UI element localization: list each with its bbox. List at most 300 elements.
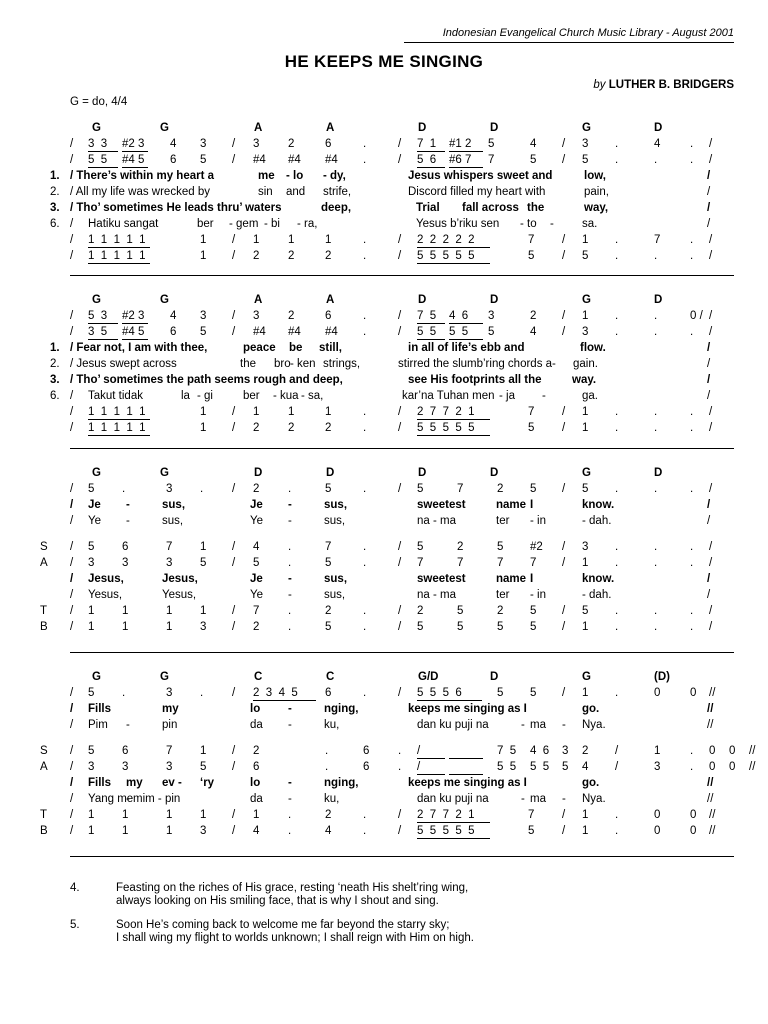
score-cell: 3 5 [88,326,108,338]
row-label: S [40,745,48,757]
beam-underline [88,151,118,152]
score-cell: #4 [325,154,338,166]
score-cell: / [70,605,74,617]
beam-underline [449,323,483,324]
score-cell: keeps me singing as I [408,703,527,715]
score-cell: / [70,719,74,731]
score-cell: #1 2 [449,138,472,150]
score-cell: 5 [582,154,589,166]
score-row [0,341,768,357]
score-cell: . [288,541,292,553]
score-cell: . [615,825,619,837]
score-cell: 7 1 [417,138,437,150]
score-cell: / [562,250,566,262]
score-cell: / [562,154,566,166]
score-cell: . [690,154,694,166]
score-row [0,137,768,153]
score-cell: / There’s within my heart a [70,170,215,182]
score-cell: 5 5 5 6 [417,687,462,699]
score-cell: 1 [253,406,260,418]
score-cell: 4 [170,310,177,322]
score-cell: lo [250,703,261,715]
score-cell: 3 [582,541,589,553]
score-row [0,309,768,325]
score-cell: . [690,250,694,262]
score-cell: 4 [253,541,260,553]
score-cell: / [70,218,74,230]
score-cell: // [707,703,714,715]
score-cell: / [709,250,713,262]
score-cell: . [654,557,658,569]
score-cell: sus, [324,499,348,511]
score-cell: I [530,499,534,511]
score-row [0,249,768,265]
score-cell: // [709,687,716,699]
score-cell: 0 [654,825,661,837]
verse-number: 5. [70,919,80,931]
score-cell: / [398,154,402,166]
score-cell: / [70,234,74,246]
chord-symbol: D [418,467,427,479]
section-divider [70,856,734,857]
score-cell: da [250,719,263,731]
score-cell: sweetest [417,499,466,511]
score-cell: 3 [88,557,95,569]
score-cell: . [615,422,619,434]
score-cell: . [288,809,292,821]
score-cell: / [562,406,566,418]
chord-symbol: A [326,294,335,306]
score-cell: na - ma [417,589,456,601]
score-cell: - [542,390,546,402]
score-cell: bro [274,358,291,370]
score-cell: / [398,310,402,322]
score-cell: / [562,809,566,821]
score-row [0,405,768,421]
score-cell: / [232,809,236,821]
score-cell: / [707,499,711,511]
score-row [0,201,768,217]
score-cell: . [615,557,619,569]
beam-underline [417,323,445,324]
score-cell: 5 [457,621,464,633]
score-cell: 2 7 7 2 1 [417,809,475,821]
score-cell: - [288,589,292,601]
score-cell: . [363,605,367,617]
score-row [0,604,768,620]
score-cell: 5 [530,154,537,166]
score-cell: 7 [457,557,464,569]
beam-underline [88,339,118,340]
score-cell: // [707,719,714,731]
music-section [0,293,768,443]
score-cell: 5 [530,621,537,633]
score-cell: 0 / [690,310,703,322]
score-cell: 5 [488,138,495,150]
score-cell: 5 [88,541,95,553]
score-cell: flow. [580,342,606,354]
score-cell: / [709,310,713,322]
score-cell: / [709,621,713,633]
score-cell: ga. [582,390,598,402]
score-cell: 5 5 5 5 5 [417,422,475,434]
score-cell: . [363,621,367,633]
score-cell: 6 [325,138,332,150]
score-cell: 2 [530,310,537,322]
score-cell: . [615,621,619,633]
score-cell: . [363,406,367,418]
score-cell: sa. [582,218,598,230]
score-cell: 1 [88,809,95,821]
score-cell: #4 [325,326,338,338]
score-cell: 1 [288,406,295,418]
score-cell: - dah. [582,515,612,527]
score-cell: . [122,483,126,495]
score-cell: / [707,374,711,386]
score-cell: low, [584,170,606,182]
score-cell: Ye [250,589,264,601]
score-cell: / [615,745,619,757]
score-cell: . [654,250,658,262]
chord-symbol: G [92,671,101,683]
score-cell: 1 [200,745,207,757]
score-cell: . [363,154,367,166]
score-cell: Discord filled my heart with [408,186,546,198]
score-cell: 5 [530,687,537,699]
score-row [0,824,768,840]
score-cell: . [690,406,694,418]
chord-symbol: G [582,122,591,134]
score-cell: . [654,621,658,633]
song-title: HE KEEPS ME SINGING [284,52,484,71]
score-cell: 5 5 [497,761,517,773]
score-cell: . [654,326,658,338]
score-cell: / [70,483,74,495]
score-cell: 3 [200,621,207,633]
chord-symbol: G/D [418,671,439,683]
chord-symbol: G [582,467,591,479]
score-cell: / [707,186,711,198]
score-cell: 1 [582,406,589,418]
score-cell: . [654,541,658,553]
score-cell: na - ma [417,515,456,527]
score-cell: . [363,557,367,569]
chord-symbol: G [92,294,101,306]
score-cell: name [496,499,527,511]
score-cell: / [398,138,402,150]
score-cell: kar’na Tuhan men [402,390,495,402]
chord-symbol: (D) [654,671,670,683]
score-cell: 1 [582,557,589,569]
chord-row [0,121,768,137]
score-cell: / [232,825,236,837]
score-cell: - mim - pin [126,793,181,805]
score-cell: 5 [325,621,332,633]
score-cell: 5 6 [417,154,437,166]
score-cell: 2 [582,745,589,757]
score-cell: 1 [166,621,173,633]
score-cell: 7 [417,557,424,569]
score-cell: / [707,515,711,527]
score-cell: . [363,234,367,246]
score-cell: . [615,138,619,150]
beam-underline [88,167,118,168]
score-cell: #2 3 [122,138,145,150]
score-cell: 7 5 [497,745,517,757]
score-cell: sus, [162,499,186,511]
score-cell: 2 [417,605,424,617]
score-cell: 3 [122,761,129,773]
score-cell: 5 [200,557,207,569]
score-cell: / [709,422,713,434]
chord-symbol: G [92,122,101,134]
score-cell: / [398,825,402,837]
score-cell: 1 [582,621,589,633]
score-cell: Nya. [582,793,606,805]
chord-row [0,293,768,309]
score-cell: / [70,541,74,553]
score-cell: . [288,621,292,633]
score-row [0,498,768,514]
chord-symbol: A [254,122,263,134]
score-cell: / [709,557,713,569]
score-cell: . [690,541,694,553]
score-cell: 5 [582,483,589,495]
score-cell: 5 [325,483,332,495]
score-cell: la [181,390,190,402]
score-cell: 5 [497,687,504,699]
score-row [0,556,768,572]
chord-symbol: G [160,671,169,683]
key-signature: G = do, 4/4 [70,96,128,108]
score-cell: / [232,154,236,166]
score-cell: - sa, [301,390,324,402]
score-cell: / [562,422,566,434]
score-cell: / [615,761,619,773]
score-cell: know. [582,499,615,511]
author-name: LUTHER B. BRIDGERS [608,79,734,91]
score-cell: . [288,605,292,617]
chord-row [0,670,768,686]
score-cell: deep, [321,202,352,214]
score-cell: dan ku puji na [417,719,489,731]
score-cell: // [707,793,714,805]
score-cell: - ken [290,358,316,370]
score-cell: . [690,326,694,338]
score-cell: 2 [325,422,332,434]
score-cell: / [707,390,711,402]
score-cell: keeps me singing as I [408,777,527,789]
score-cell: 2 [253,621,260,633]
section-divider [70,652,734,653]
score-cell: . [363,483,367,495]
score-cell: . [615,250,619,262]
beam-underline [417,247,490,248]
score-cell: go. [582,777,600,789]
score-cell: 5 [528,422,535,434]
score-cell: / [70,154,74,166]
score-cell: 3 [122,557,129,569]
score-cell: 4 [325,825,332,837]
score-cell: ev - [162,777,182,789]
score-cell: . [690,234,694,246]
score-cell: Ye [88,515,102,527]
score-row [0,421,768,437]
beam-underline [122,167,148,168]
score-cell: / [70,589,74,601]
score-cell: 5 [497,541,504,553]
score-cell: 0 [654,809,661,821]
score-cell: 7 [528,406,535,418]
score-cell: 5 [200,761,207,773]
score-cell: Jesus, [88,573,124,585]
score-cell: 7 5 [417,310,437,322]
score-cell: . [690,761,694,773]
chord-symbol: D [326,467,335,479]
score-cell: way, [584,202,609,214]
beam-underline [417,167,445,168]
score-cell: 1 1 1 1 1 [88,422,146,434]
score-cell: . [654,154,658,166]
score-cell: 1 [582,310,589,322]
score-cell: / [398,250,402,262]
row-label: A [40,761,48,773]
score-cell: #4 [288,154,301,166]
score-cell: - [288,703,292,715]
score-cell: 5 [582,250,589,262]
score-cell: . [690,483,694,495]
score-cell: - [521,719,525,731]
score-cell: 0 [654,687,661,699]
score-cell: 0 [709,745,716,757]
row-label: A [40,557,48,569]
score-cell: 3 [166,557,173,569]
score-cell: / [562,541,566,553]
score-cell: // [749,761,756,773]
beam-underline [417,419,490,420]
beam-underline [417,435,490,436]
beam-underline [449,339,483,340]
score-cell: 1 [200,250,207,262]
score-cell: / [709,326,713,338]
score-cell: 1 [122,621,129,633]
row-label: 3. [50,374,60,386]
score-cell: . [690,605,694,617]
score-cell: dan ku puji na [417,793,489,805]
score-cell: // [709,825,716,837]
score-cell: // [749,745,756,757]
score-cell: . [363,250,367,262]
score-cell: 6 [363,745,370,757]
score-row [0,325,768,341]
score-cell: . [200,687,204,699]
score-cell: / All my life was wrecked by [70,186,210,198]
score-cell: 1 [122,605,129,617]
score-cell: #4 [288,326,301,338]
score-cell: / [398,605,402,617]
score-cell: / [232,483,236,495]
score-cell: 3 3 [88,138,108,150]
score-row [0,588,768,604]
beam-underline [449,151,483,152]
header-rule [404,42,734,43]
score-cell: Trial [416,202,440,214]
score-cell: ku, [324,719,340,731]
score-cell: 5 [497,621,504,633]
score-row [0,389,768,405]
score-cell: 6 [325,310,332,322]
score-cell: / Tho’ sometimes He leads thru’ waters [70,202,282,214]
score-cell: . [615,326,619,338]
score-cell: . [690,557,694,569]
score-cell: / [562,825,566,837]
score-cell: 1 [654,745,661,757]
score-cell: 5 5 [88,154,108,166]
beam-underline [253,700,316,701]
score-cell: 0 [729,745,736,757]
chord-symbol: G [582,294,591,306]
score-cell: 2 7 7 2 1 [417,406,475,418]
score-cell: 6 [170,154,177,166]
score-cell: know. [582,573,615,585]
score-cell: ber [197,218,214,230]
score-cell: Pim [88,719,108,731]
chord-symbol: G [160,122,169,134]
beam-underline [88,247,150,248]
score-cell: - [550,218,554,230]
score-cell: Yesus, [162,589,197,601]
score-cell: . [654,483,658,495]
score-cell: 3 [166,483,173,495]
beam-underline [449,758,483,759]
score-cell: / [562,234,566,246]
score-cell: / [398,326,402,338]
score-cell: 5 [253,557,260,569]
score-cell: / [707,202,711,214]
score-cell: 1 [325,406,332,418]
score-row [0,357,768,373]
score-cell: / [709,154,713,166]
score-cell: 3 [253,310,260,322]
score-cell: sus, [324,573,348,585]
chord-symbol: C [326,671,335,683]
score-cell: / [70,250,74,262]
score-cell: nging, [324,703,359,715]
score-cell: / [70,422,74,434]
score-cell: 1 [200,234,207,246]
score-row [0,792,768,808]
row-label: B [40,621,48,633]
chord-symbol: D [490,467,499,479]
score-cell: . [654,422,658,434]
score-cell: my [162,703,179,715]
score-cell: 3 [166,687,173,699]
score-cell: Ye [250,515,264,527]
score-cell: / [232,326,236,338]
score-cell: - to [520,218,537,230]
score-cell: / [232,745,236,757]
score-cell: - [126,515,130,527]
score-cell: . [654,605,658,617]
score-cell: #6 7 [449,154,472,166]
score-cell: . [615,605,619,617]
score-cell: - [288,777,292,789]
score-cell: 2 [253,422,260,434]
score-cell: / [70,573,74,585]
score-cell: / [398,422,402,434]
score-cell: - ra, [297,218,318,230]
score-cell: / [232,234,236,246]
